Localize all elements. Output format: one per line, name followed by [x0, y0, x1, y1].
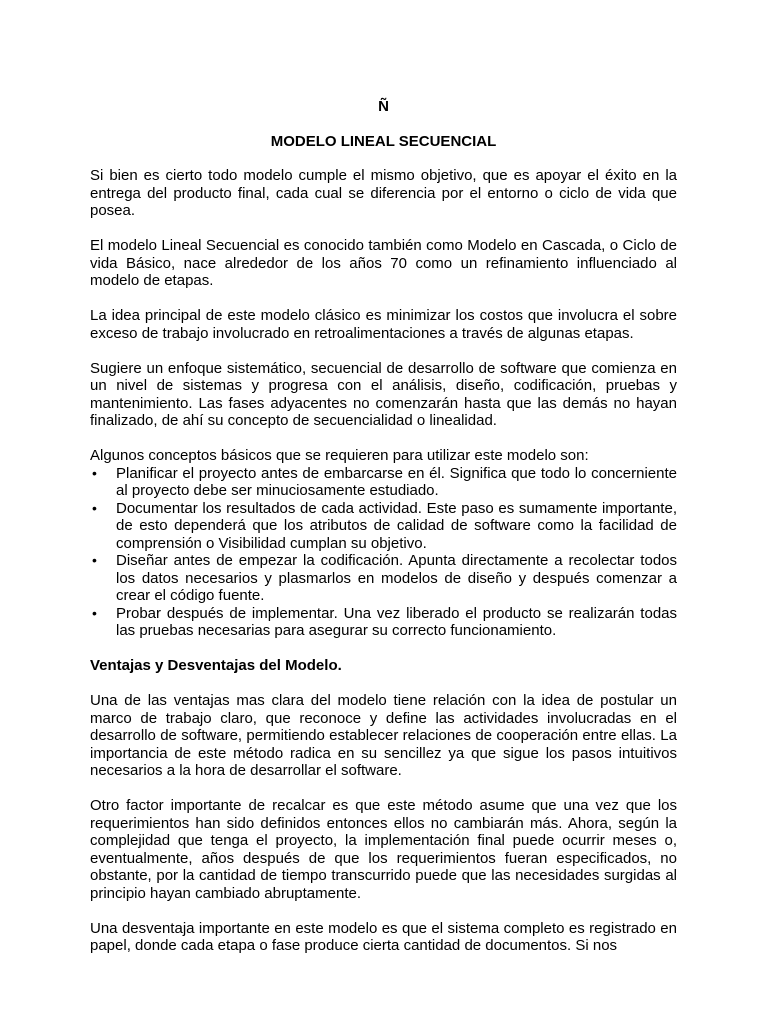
top-mark: Ñ — [378, 98, 389, 115]
list-item-text: Probar después de implementar. Una vez liberado el producto se realizarán todas las pruebas necesarias para asegurar su correcto funcionamiento. — [116, 604, 677, 639]
list-item — [90, 605, 677, 640]
paragraph-section-2: Otro factor importante de recalcar es que este método asume que una vez que los requerimientos han sido definidos entonces ellos no cambiarán más. Ahora, según la complejidad que tenga el proyecto, la implementación final puede ocurrir meses o, eventualmente, años después de que los requerimientos fueran especificados, no obstante, por la cantidad de tiempo transcurrido puede que las necesidades surgidas al principio hayan cambiado abruptamente. — [90, 797, 677, 902]
bullet-icon: • — [92, 552, 97, 568]
page-title: MODELO LINEAL SECUENCIAL — [270, 132, 497, 150]
paragraph-intro-1: Si bien es cierto todo modelo cumple el mismo objetivo, que es apoyar el éxito en la entrega del producto final, cada cual se diferencia por el entorno o ciclo de vida que posea. — [90, 167, 677, 219]
list-item — [90, 500, 677, 553]
list-item — [90, 552, 677, 605]
paragraph-intro-3: La idea principal de este modelo clásico es minimizar los costos que involucra el sobre exceso de trabajo involucrado en retroalimentaciones a través de algunas etapas. — [90, 307, 677, 342]
paragraph-intro-2: El modelo Lineal Secuencial es conocido también como Modelo en Cascada, o Ciclo de vida Básico, nace alrededor de los años 70 como un refinamiento influenciado al modelo de etapas. — [90, 237, 677, 289]
list-item-text: Diseñar antes de empezar la codificación. Apunta directamente a recolectar todos los datos necesarios y plasmarlos en modelos de diseño y después comenzar a crear el código fuente. — [116, 552, 677, 604]
paragraph-section-1: Una de las ventajas mas clara del modelo tiene relación con la idea de postular un marco de trabajo claro, que reconoce y define las actividades involucradas en el desarrollo de software, permitiendo establecer relaciones de cooperación entre ellas. La importancia de este método radica en su sencillez ya que sigue los pasos intuitivos necesarios a la hora de desarrollar el software. — [90, 692, 677, 779]
bullet-icon: • — [92, 604, 97, 621]
section-heading: Ventajas y Desventajas del Modelo. — [90, 657, 342, 674]
paragraph-intro-4: Sugiere un enfoque sistemático, secuencial de desarrollo de software que comienza en un nivel de sistemas y progresa con el análisis, diseño, codificación, pruebas y mantenimiento. Las fases adyacentes no comenzarán hasta que las demás no hayan finalizado, de ahí su concepto de secuencialidad o linealidad. — [90, 359, 677, 429]
concept-list — [90, 465, 677, 640]
bullet-icon: • — [92, 464, 97, 481]
list-intro: Algunos conceptos básicos que se requieren para utilizar este modelo son: — [90, 447, 589, 464]
bullet-icon: • — [92, 499, 97, 516]
paragraph-section-3: Una desventaja importante en este modelo es que el sistema completo es registrado en papel, donde cada etapa o fase produce cierta cantidad de documentos. Si nos — [90, 919, 677, 954]
document-page — [90, 98, 677, 972]
list-item-text: Planificar el proyecto antes de embarcarse en él. Significa que todo lo concerniente al proyecto debe ser minuciosamente estudiado. — [116, 464, 677, 499]
list-item — [90, 465, 677, 500]
list-item-text: Documentar los resultados de cada actividad. Este paso es sumamente importante, de esto dependerá que los atributos de calidad de software como la facilidad de comprensión o Visibilidad cumplan su objetivo. — [116, 499, 677, 552]
